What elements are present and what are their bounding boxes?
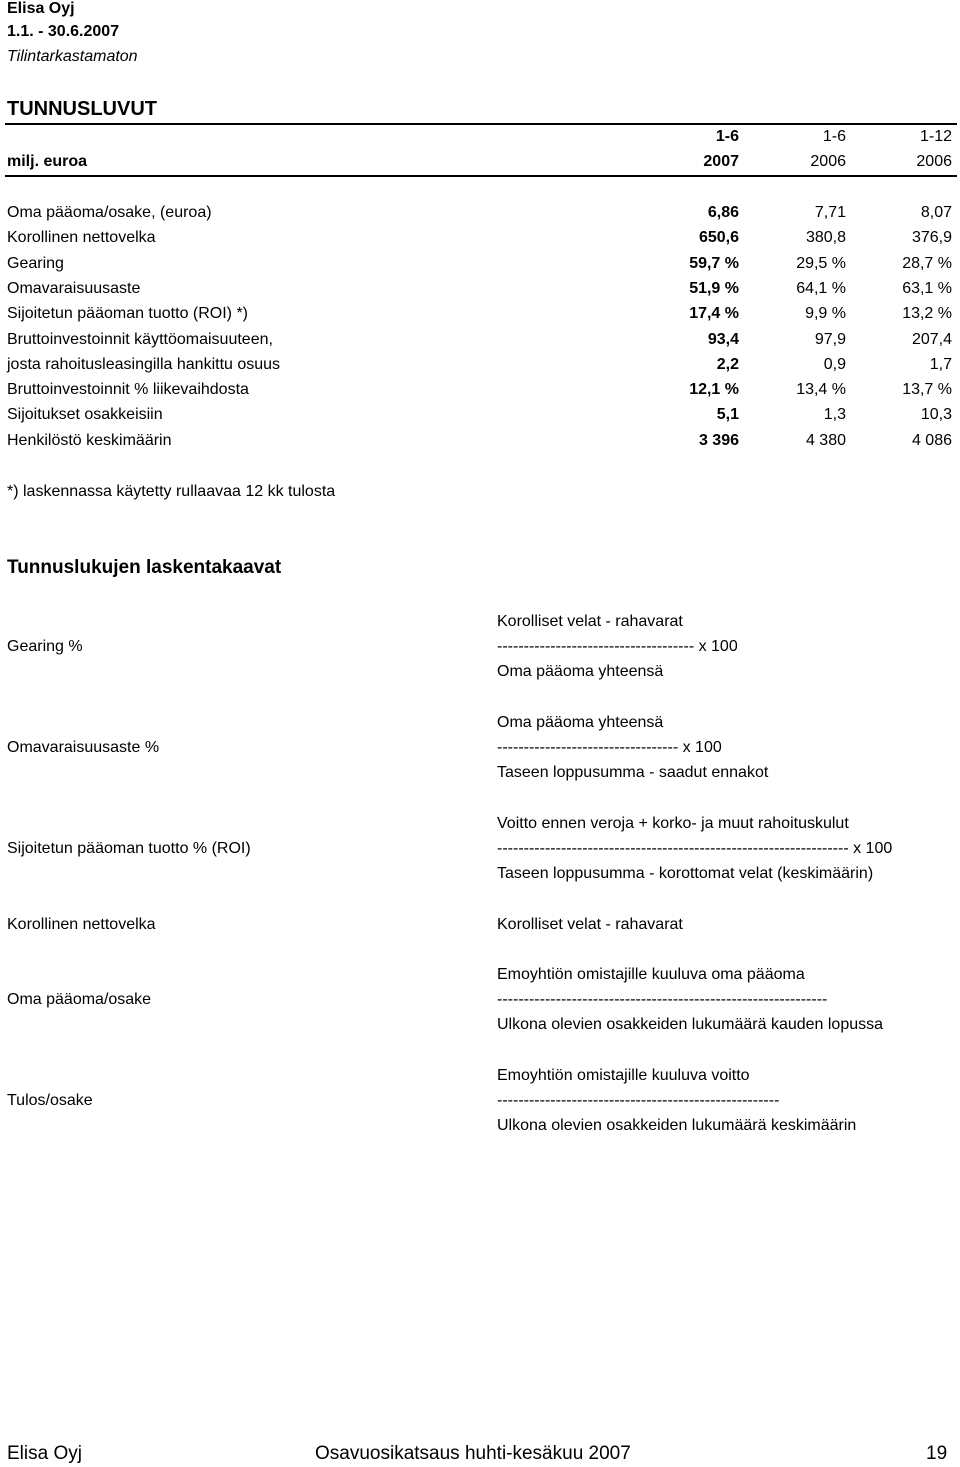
row-value-col-2: 4 380	[805, 432, 846, 449]
row-value-col-2: 1,3	[823, 406, 846, 423]
formula-label: Korollinen nettovelka	[7, 916, 156, 933]
formula-denominator: Taseen loppusumma - saadut ennakot	[497, 764, 769, 781]
row-value-col-1: 12,1 %	[689, 381, 739, 398]
formula-numerator: Emoyhtiön omistajille kuuluva oma pääoma	[497, 966, 805, 983]
row-value-col-2: 13,4 %	[796, 381, 846, 398]
col-period-3: 1-12	[919, 128, 952, 145]
row-value-col-3: 376,9	[911, 229, 952, 246]
formula-label: Tulos/osake	[7, 1092, 93, 1109]
formula-denominator: Taseen loppusumma - korottomat velat (keskimäärin)	[497, 865, 874, 882]
row-value-col-1: 17,4 %	[689, 305, 739, 322]
formula-denominator: Oma pääoma yhteensä	[497, 663, 664, 680]
row-value-col-1: 650,6	[698, 229, 739, 246]
row-value-col-3: 8,07	[920, 204, 952, 221]
header-rule	[5, 175, 957, 177]
row-value-col-3: 207,4	[911, 331, 952, 348]
formula-label: Gearing %	[7, 638, 83, 655]
formula-numerator: Emoyhtiön omistajille kuuluva voitto	[497, 1067, 750, 1084]
row-value-col-1: 5,1	[716, 406, 739, 423]
row-label: josta rahoitusleasingilla hankittu osuus	[7, 356, 281, 373]
row-label: Omavaraisuusaste	[7, 280, 141, 297]
title-rule	[5, 123, 957, 125]
formula-divider: ---------------------------------- x 100	[497, 739, 722, 756]
report-period: 1.1. - 30.6.2007	[7, 23, 120, 40]
row-value-col-3: 63,1 %	[902, 280, 952, 297]
footer-company: Elisa Oyj	[7, 1443, 82, 1464]
formula-numerator: Oma pääoma yhteensä	[497, 714, 664, 731]
row-value-col-1: 93,4	[707, 331, 739, 348]
row-value-col-3: 13,2 %	[902, 305, 952, 322]
row-value-col-3: 13,7 %	[902, 381, 952, 398]
row-value-col-1: 6,86	[707, 204, 739, 221]
row-value-col-2: 97,9	[814, 331, 846, 348]
formula-label: Sijoitetun pääoman tuotto % (ROI)	[7, 840, 251, 857]
row-value-col-1: 59,7 %	[689, 255, 739, 272]
formula-divider: ------------------------------------- x 100	[497, 638, 738, 655]
row-value-col-2: 380,8	[805, 229, 846, 246]
row-value-col-1: 3 396	[698, 432, 739, 449]
page-number: 19	[926, 1443, 948, 1464]
formulas-title: Tunnuslukujen laskentakaavat	[7, 557, 282, 578]
formula-divider: -----------------------------------------------------	[497, 1092, 780, 1109]
footer-report-title: Osavuosikatsaus huhti-kesäkuu 2007	[315, 1443, 631, 1464]
footnote: *) laskennassa käytetty rullaavaa 12 kk tulosta	[7, 483, 336, 500]
row-label: Henkilöstö keskimäärin	[7, 432, 172, 449]
col-year-1: 2007	[703, 153, 739, 170]
row-value-col-3: 4 086	[911, 432, 952, 449]
row-label: Sijoitukset osakkeisiin	[7, 406, 163, 423]
row-value-col-2: 64,1 %	[796, 280, 846, 297]
row-value-col-3: 1,7	[929, 356, 952, 373]
row-value-col-1: 2,2	[716, 356, 739, 373]
audit-status: Tilintarkastamaton	[7, 48, 138, 65]
row-value-col-1: 51,9 %	[689, 280, 739, 297]
row-value-col-2: 9,9 %	[805, 305, 846, 322]
row-value-col-2: 0,9	[823, 356, 846, 373]
formula-numerator: Voitto ennen veroja + korko- ja muut rahoituskulut	[497, 815, 849, 832]
row-value-col-3: 28,7 %	[902, 255, 952, 272]
formula-divider: Korolliset velat - rahavarat	[497, 916, 683, 933]
formula-denominator: Ulkona olevien osakkeiden lukumäärä keskimäärin	[497, 1117, 857, 1134]
row-value-col-3: 10,3	[920, 406, 952, 423]
row-label: Oma pääoma/osake, (euroa)	[7, 204, 212, 221]
col-year-2: 2006	[810, 153, 846, 170]
row-label: Korollinen nettovelka	[7, 229, 156, 246]
formula-numerator: Korolliset velat - rahavarat	[497, 613, 683, 630]
col-year-3: 2006	[916, 153, 952, 170]
formula-label: Oma pääoma/osake	[7, 991, 152, 1008]
unit-label: milj. euroa	[7, 153, 88, 170]
row-label: Sijoitetun pääoman tuotto (ROI) *)	[7, 305, 249, 322]
row-label: Bruttoinvestoinnit % liikevaihdosta	[7, 381, 249, 398]
formula-denominator: Ulkona olevien osakkeiden lukumäärä kauden lopussa	[497, 1016, 884, 1033]
formula-label: Omavaraisuusaste %	[7, 739, 160, 756]
col-period-2: 1-6	[822, 128, 846, 145]
row-label: Bruttoinvestoinnit käyttöomaisuuteen,	[7, 331, 273, 348]
col-period-1: 1-6	[715, 128, 739, 145]
company-name: Elisa Oyj	[7, 0, 75, 17]
row-value-col-2: 7,71	[814, 204, 846, 221]
formula-divider: ------------------------------------------------------------------ x 100	[497, 840, 893, 857]
key-figures-title: TUNNUSLUVUT	[7, 98, 157, 120]
row-label: Gearing	[7, 255, 64, 272]
row-value-col-2: 29,5 %	[796, 255, 846, 272]
formula-divider: --------------------------------------------------------------	[497, 991, 828, 1008]
